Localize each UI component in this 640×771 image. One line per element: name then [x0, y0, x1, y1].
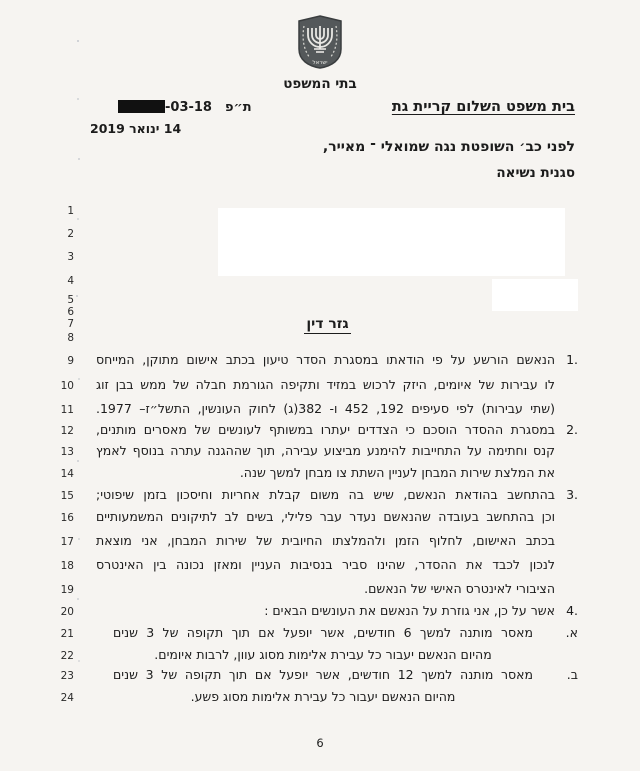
- case-number: [118, 100, 252, 115]
- line-number: 16: [60, 512, 74, 524]
- ruling-line: את המלצת שירות המבחן לעניין השתת צו מבחן למשך שנה.: [239, 465, 555, 480]
- judge-line: לפני כב׳ השופטת נגה שמואלי ־ מאייר,: [322, 139, 575, 155]
- court-name: בית משפט השלום קריית גת: [391, 99, 575, 115]
- item-number: .3: [566, 487, 578, 502]
- ruling-line: (שתי עבירות) לפי סעיפים 192, 452 ו- 382(ג) לחוק העונשין, התשל״ז– 1977.: [96, 401, 555, 416]
- line-number: 12: [60, 425, 74, 437]
- sub-item-line: מאסר מותנה למשך 6 חודשים, אשר יופעל אם תוך תקופה של 3 שנים: [113, 625, 533, 640]
- sub-item-line: מהיום הנאשם יעבור כל עבירת אלימות מסוג עוון, לרבות איומים.: [154, 647, 492, 662]
- line-number: 2: [67, 228, 74, 240]
- line-number: 5: [67, 294, 74, 306]
- emblem-caption: בתי המשפט: [283, 76, 357, 92]
- ruling-line: הציבורי לאינטרס האישי של הנאשם.: [364, 581, 555, 596]
- line-number: 6: [67, 306, 74, 318]
- case-type-label: ת״פ: [224, 100, 252, 115]
- sub-item-line: מהיום הנאשם יעבור כל עבירת אלימות מסוג פשע.: [190, 689, 456, 704]
- line-number: 14: [60, 468, 74, 480]
- ruling-line: בכתב האישום, לחלוף הזמן ולהמלצתו החיובית של שירות המבחן, אני מוצאת: [96, 533, 555, 548]
- line-number: 19: [60, 584, 74, 596]
- line-number: 11: [60, 404, 74, 416]
- line-number: 4: [67, 275, 74, 287]
- line-number: 1: [67, 205, 74, 217]
- line-number: 10: [60, 380, 74, 392]
- scan-speckles: [77, 40, 79, 42]
- ruling-line: לנכון לכבד את ההסדר, שהינו סביר בנסיבות העניין ומאזן נכונה בין האינטרס: [96, 557, 555, 572]
- line-number: 9: [67, 355, 74, 367]
- ruling-line: הנאשם הורשע על פי הודאתו במסגרת הסדר טיעון בכתב אישום מתוקן, המייחס: [96, 352, 555, 367]
- sub-item-line: מאסר מותנה למשך 12 חודשים, אשר יופעל אם תוך תקופה של 3 שנים: [113, 667, 533, 682]
- ruling-line: קנס וחתימה על התחייבות להימנע מביצוע עבירה, תוך שההגנה עתרה בנוסף לאמץ: [96, 443, 555, 458]
- line-number: 21: [60, 628, 74, 640]
- line-number: 15: [60, 490, 74, 502]
- line-number: 18: [60, 560, 74, 572]
- redaction-box-small: [492, 279, 578, 311]
- line-number: 7: [67, 318, 74, 330]
- svg-text:ישראל: ישראל: [312, 60, 328, 66]
- ruling-line: בהתחשב בהודאת הנאשם, שיש בה משום קבלת אחריות וחיסכון בזמן שיפוטי;: [96, 487, 555, 502]
- line-number: 3: [67, 251, 74, 263]
- line-number: 8: [67, 332, 74, 344]
- hearing-date: 14 ינואר 2019: [90, 121, 182, 136]
- case-number-redaction: [118, 100, 165, 113]
- line-number: 23: [60, 670, 74, 682]
- israel-state-emblem-icon: [297, 15, 343, 73]
- ruling-title: גזר דין: [306, 316, 349, 332]
- line-number: 20: [60, 606, 74, 618]
- line-number: 22: [60, 650, 74, 662]
- case-number-suffix: -03-18: [165, 100, 212, 115]
- item-number: .2: [566, 422, 578, 437]
- ruling-line: אשר על כן, אני גוזרת על הנאשם את העונשים הבאים :: [264, 603, 555, 618]
- redaction-box-large: [218, 208, 565, 276]
- line-number: 17: [60, 536, 74, 548]
- item-number: .1: [566, 352, 578, 367]
- judge-title: סגנית נשיאה: [496, 165, 575, 181]
- line-number: 13: [60, 446, 74, 458]
- ruling-line: לו עבירות של איומים, היזק לרכוש במזיד ותקיפה הגורמת חבלה של ממש בבן זוג: [96, 377, 555, 392]
- sub-item-letter: ב.: [566, 667, 578, 682]
- line-number: 24: [60, 692, 74, 704]
- ruling-line: במסגרת ההסדר הוסכם כי הצדדים יעתרו במשותף לעונשים של מאסרים מותנים,: [96, 422, 555, 437]
- page-number: 6: [316, 736, 324, 750]
- ruling-line: וכן בהתחשב בעובדה שהנאשם נעדר עבר פלילי, בשים לב לתיקונים המשמעותיים: [96, 509, 555, 524]
- item-number: .4: [566, 603, 578, 618]
- sub-item-letter: א.: [565, 625, 578, 640]
